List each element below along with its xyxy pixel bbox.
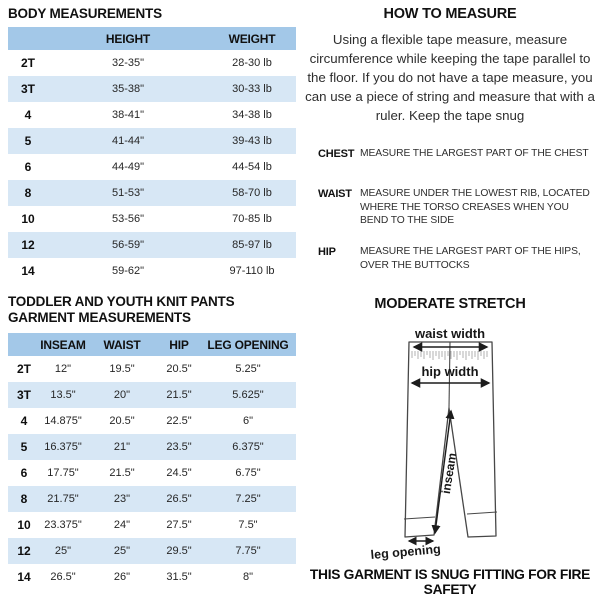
leg-cell: 6" [242,415,254,427]
size-cell: 8 [20,492,28,506]
size-cell: 8 [24,186,32,200]
table-row [8,408,296,434]
waist-cell: 21.5" [109,467,135,479]
leg-cell: 6.75" [235,467,261,479]
weight-cell: 30-33 lb [232,83,272,95]
body-measurements-table [8,27,296,284]
table-header-row [8,27,296,50]
size-cell: 10 [17,518,31,532]
garment-measurements-table [8,333,296,590]
size-cell: 5 [20,440,28,454]
height-cell: 38-41" [111,109,145,121]
hip-cell: 26.5" [166,493,192,505]
hip-cell: 27.5" [166,519,192,531]
inseam-cell: 14.875" [44,415,82,427]
hip-cell: 24.5" [166,467,192,479]
body-measurements-title: BODY MEASUREMENTS [8,6,162,21]
size-cell: 12 [21,238,35,252]
weight-cell: 85-97 lb [232,239,272,251]
table-row [8,486,296,512]
inseam-cell: 17.75" [47,467,79,479]
size-cell: 6 [20,466,28,480]
table-header-row [8,333,296,356]
height-cell: 35-38" [111,83,145,95]
size-cell: 3T [16,388,31,402]
height-cell: 41-44" [111,135,145,147]
garment-title-line1: TODDLER AND YOUTH KNIT PANTS [8,294,235,309]
leg-cell: 6.375" [232,441,264,453]
weight-cell: 44-54 lb [232,161,272,173]
size-cell: 2T [20,56,35,70]
waist-width-label: waist width [414,326,486,341]
chest-definition [318,147,594,161]
size-cell: 3T [20,82,35,96]
hip-width-label: hip width [421,364,479,379]
hip-cell: 21.5" [166,389,192,401]
waist-cell: 20.5" [109,415,135,427]
height-cell: 32-35" [111,57,145,69]
waist-cell: 21" [113,441,131,453]
moderate-stretch-title: MODERATE STRETCH [374,296,526,312]
hip-cell: 29.5" [166,545,192,557]
table-row [8,538,296,564]
table-row [8,434,296,460]
waist-description: MEASURE UNDER THE LOWEST RIB, LOCATED WHERE THE TORSO CREASES WHEN YOU BEND TO THE SIDE [360,188,590,226]
size-cell: 10 [21,212,35,226]
height-column-header: HEIGHT [48,27,208,50]
weight-cell: 39-43 lb [232,135,272,147]
waist-column-header: WAIST [86,333,158,356]
table-row [8,180,296,206]
leg-cell: 7.25" [235,493,261,505]
garment-measurements-title [8,294,234,326]
weight-cell: 28-30 lb [232,57,272,69]
leg-cell: 5.625" [232,389,264,401]
waist-definition [318,187,594,228]
size-cell: 2T [16,362,31,376]
table-row [8,154,296,180]
waist-cell: 19.5" [109,363,135,375]
inseam-column-header: INSEAM [40,333,86,356]
leg-cell: 7.5" [238,519,258,531]
size-cell: 12 [17,544,31,558]
weight-cell: 58-70 lb [232,187,272,199]
height-cell: 59-62" [111,265,145,277]
fire-safety-notice: THIS GARMENT IS SNUG FITTING FOR FIRE SAFETY [309,567,591,597]
hip-label: HIP [318,245,336,258]
how-to-measure-title: HOW TO MEASURE [383,6,517,22]
size-column-header [8,333,40,356]
waist-cell: 20" [113,389,131,401]
hip-definition [318,245,594,272]
table-row [8,460,296,486]
leg-cell: 7.75" [235,545,261,557]
inseam-cell: 23.375" [44,519,82,531]
weight-cell: 97-110 lb [229,265,275,277]
hip-cell: 20.5" [166,363,192,375]
hip-column-header: HIP [158,333,200,356]
weight-cell: 70-85 lb [232,213,272,225]
waist-cell: 26" [113,571,131,583]
weight-cell: 34-38 lb [232,109,272,121]
inseam-cell: 21.75" [47,493,79,505]
size-cell: 5 [24,134,32,148]
height-cell: 53-56" [111,213,145,225]
table-row [8,102,296,128]
inseam-cell: 16.375" [44,441,82,453]
size-column-header [8,27,48,50]
leg-cell: 8" [242,571,254,583]
hip-cell: 22.5" [166,415,192,427]
left-cuff-line [404,517,435,519]
height-cell: 56-59" [111,239,145,251]
table-row [8,206,296,232]
hip-description: MEASURE THE LARGEST PART OF THE HIPS, OVER THE BUTTOCKS [360,246,581,271]
size-cell: 14 [17,570,31,584]
size-cell: 4 [20,414,28,428]
leg-opening-label: leg opening [370,541,442,562]
hip-cell: 23.5" [166,441,192,453]
weight-column-header: WEIGHT [208,27,296,50]
pants-diagram [300,322,600,562]
table-row [8,258,296,284]
right-cuff-line [467,512,497,514]
size-cell: 6 [24,160,32,174]
inseam-cell: 12" [54,363,72,375]
table-row [8,50,296,76]
chest-description: MEASURE THE LARGEST PART OF THE CHEST [360,148,589,159]
waist-cell: 25" [113,545,131,557]
table-row [8,512,296,538]
hip-cell: 31.5" [166,571,192,583]
garment-title-line2: GARMENT MEASUREMENTS [8,310,191,325]
size-cell: 4 [24,108,32,122]
chest-label: CHEST [318,147,355,160]
table-row [8,356,296,382]
waist-label: WAIST [318,187,352,200]
table-row [8,564,296,590]
table-row [8,232,296,258]
height-cell: 44-49" [111,161,145,173]
inseam-cell: 13.5" [50,389,76,401]
waist-cell: 24" [113,519,131,531]
leg-cell: 5.25" [235,363,261,375]
leg-opening-column-header: LEG OPENING [200,333,296,356]
inseam-cell: 26.5" [50,571,76,583]
table-row [8,382,296,408]
height-cell: 51-53" [111,187,145,199]
waist-cell: 23" [113,493,131,505]
table-row [8,76,296,102]
table-row [8,128,296,154]
inseam-label: inseam [438,451,460,495]
size-cell: 14 [21,264,35,278]
how-to-measure-instructions: Using a flexible tape measure, measure circumference while keeping the tape parallel to the floor. If you do not have a tape measure, you can use a piece of string and measure that with a ruler. Keep the tape snug [305,32,595,123]
inseam-cell: 25" [54,545,72,557]
